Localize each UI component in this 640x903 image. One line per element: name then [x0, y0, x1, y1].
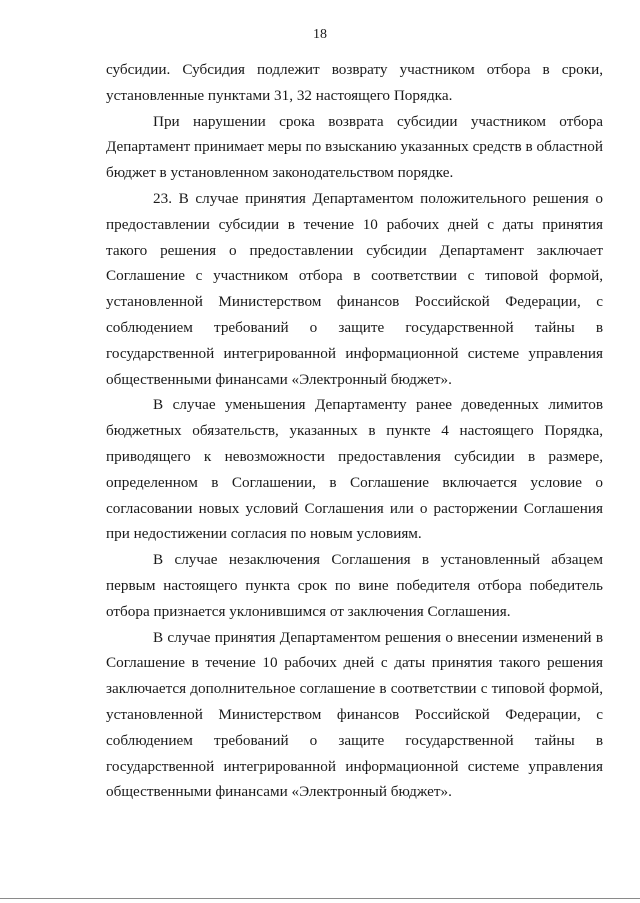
text-line: соблюдением требований о защите государственной тайны в — [106, 318, 603, 336]
paragraph-item-23 — [106, 186, 603, 392]
text-line: В случае уменьшения Департаменту ранее доведенных лимитов — [153, 396, 603, 414]
text-line: бюджетных обязательств, указанных в пункте 4 настоящего Порядка, — [106, 422, 603, 440]
text-line: установленной Министерством финансов Российской Федерации, с — [106, 705, 603, 723]
text-line: 23. В случае принятия Департаментом положительного решения о — [153, 189, 603, 207]
text-line: субсидии. Субсидия подлежит возврату участником отбора в сроки, — [106, 61, 603, 78]
paragraph-subsidy-return — [106, 57, 603, 109]
text-line: предоставлении субсидии в течение 10 рабочих дней с даты принятия — [106, 215, 603, 233]
text-line: определенном в Соглашении, в Соглашение включается условие о — [106, 473, 603, 491]
text-line: В случае принятия Департаментом решения о внесении изменений в — [153, 628, 603, 646]
text-line: установленной Министерством финансов Российской Федерации, с — [106, 293, 603, 311]
text-line: государственной интегрированной информационной системе управления — [106, 344, 603, 362]
text-line: приводящего к невозможности предоставления субсидии в размере, — [106, 447, 603, 465]
text-line: установленные пунктами 31, 32 настоящего Порядка. — [106, 86, 453, 104]
text-line: при недостижении согласия по новым условиям. — [106, 525, 422, 543]
paragraph-non-conclusion — [106, 547, 603, 624]
text-line: отбора признается уклонившимся от заключения Соглашения. — [106, 602, 511, 620]
text-line: Соглашение с участником отбора в соответствии с типовой формой, — [106, 267, 603, 285]
text-line: Департамент принимает меры по взысканию указанных средств в областной — [106, 138, 603, 156]
text-line: общественными финансами «Электронный бюджет». — [106, 370, 452, 388]
text-line: бюджет в установленном законодательством порядке. — [106, 164, 454, 182]
text-line: первым настоящего пункта срок по вине победителя отбора победитель — [106, 576, 603, 594]
paragraph-violation-measures — [106, 109, 603, 186]
page-number: 18 — [313, 27, 327, 42]
text-line: такого решения о предоставлении субсидии Департамент заключает — [106, 241, 603, 259]
text-line: При нарушении срока возврата субсидии участником отбора — [153, 112, 603, 130]
text-line: общественными финансами «Электронный бюджет». — [106, 783, 452, 801]
text-line: соблюдением требований о защите государственной тайны в — [106, 731, 603, 749]
text-line: государственной интегрированной информационной системе управления — [106, 757, 603, 775]
text-line: согласовании новых условий Соглашения или о расторжении Соглашения — [106, 499, 603, 517]
document-body — [106, 57, 603, 805]
paragraph-limits-reduction — [106, 392, 603, 547]
page-bottom-edge — [0, 898, 640, 899]
text-line: Соглашение в течение 10 рабочих дней с даты принятия такого решения — [106, 654, 603, 672]
text-line: заключается дополнительное соглашение в соответствии с типовой формой, — [106, 680, 603, 698]
paragraph-amendments — [106, 625, 603, 806]
text-line: В случае незаключения Соглашения в установленный абзацем — [153, 551, 603, 569]
